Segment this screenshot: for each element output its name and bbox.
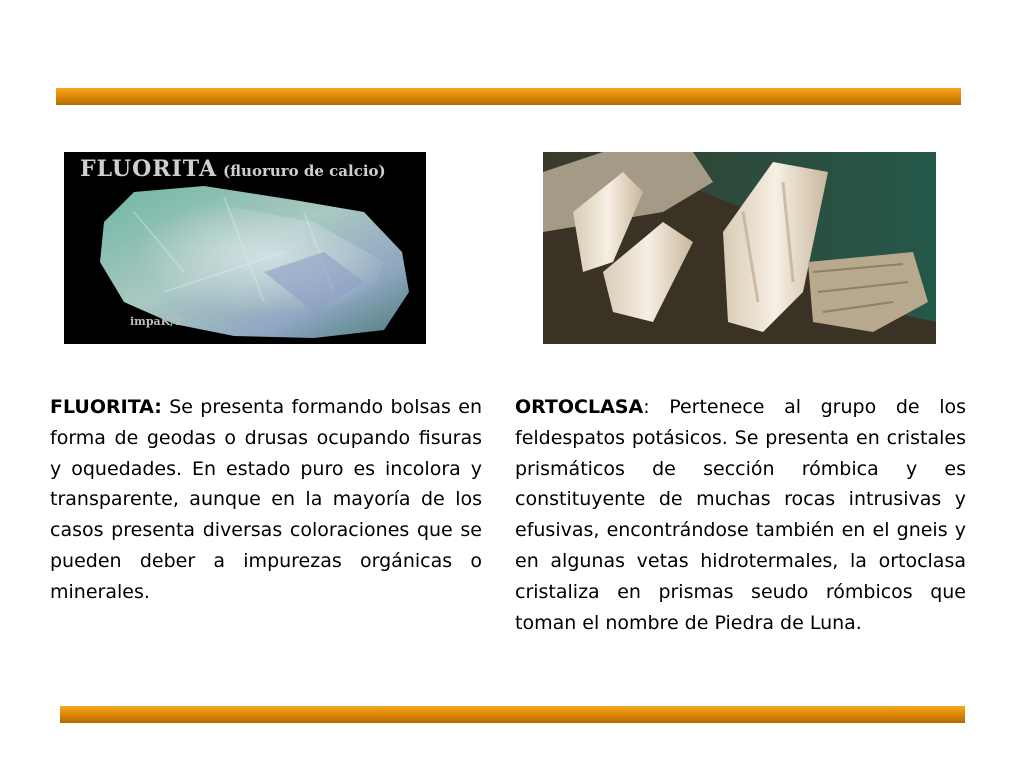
- fluorita-image-caption: FLUORITA (fluoruro de calcio): [80, 156, 386, 182]
- bottom-divider-bar: [60, 706, 965, 723]
- fluorita-heading: FLUORITA:: [50, 396, 162, 418]
- ortoclasa-heading: ORTOCLASA: [515, 396, 644, 418]
- fluorita-body: Se presenta formando bolsas en forma de geodas o drusas ocupando fisuras y oquedades. En estado puro es incolora y transparente, aunque en la mayoría de los casos presenta diversas coloraciones que se pueden deber a impurezas orgánicas o minerales.: [50, 396, 482, 603]
- ortoclasa-description: [515, 392, 966, 638]
- fluorita-image-caption-sub: (fluoruro de calcio): [223, 162, 386, 180]
- ortoclasa-image: [543, 152, 936, 344]
- fluorita-image-watermark: impaK/T: [130, 315, 183, 328]
- ortoclasa-crystal-illustration: [543, 152, 936, 344]
- ortoclasa-body: : Pertenece al grupo de los feldespatos potásicos. Se presenta en cristales prismáticos de sección rómbica y es constituyente de muchas rocas intrusivas y efusivas, encontrándose también en el gneis y en algunas vetas hidrotermales, la ortoclasa cristaliza en prismas seudo rómbicos que toman el nombre de Piedra de Luna.: [515, 396, 966, 634]
- fluorita-image: [64, 152, 426, 344]
- fluorita-description: [50, 392, 482, 608]
- top-divider-bar: [56, 88, 961, 105]
